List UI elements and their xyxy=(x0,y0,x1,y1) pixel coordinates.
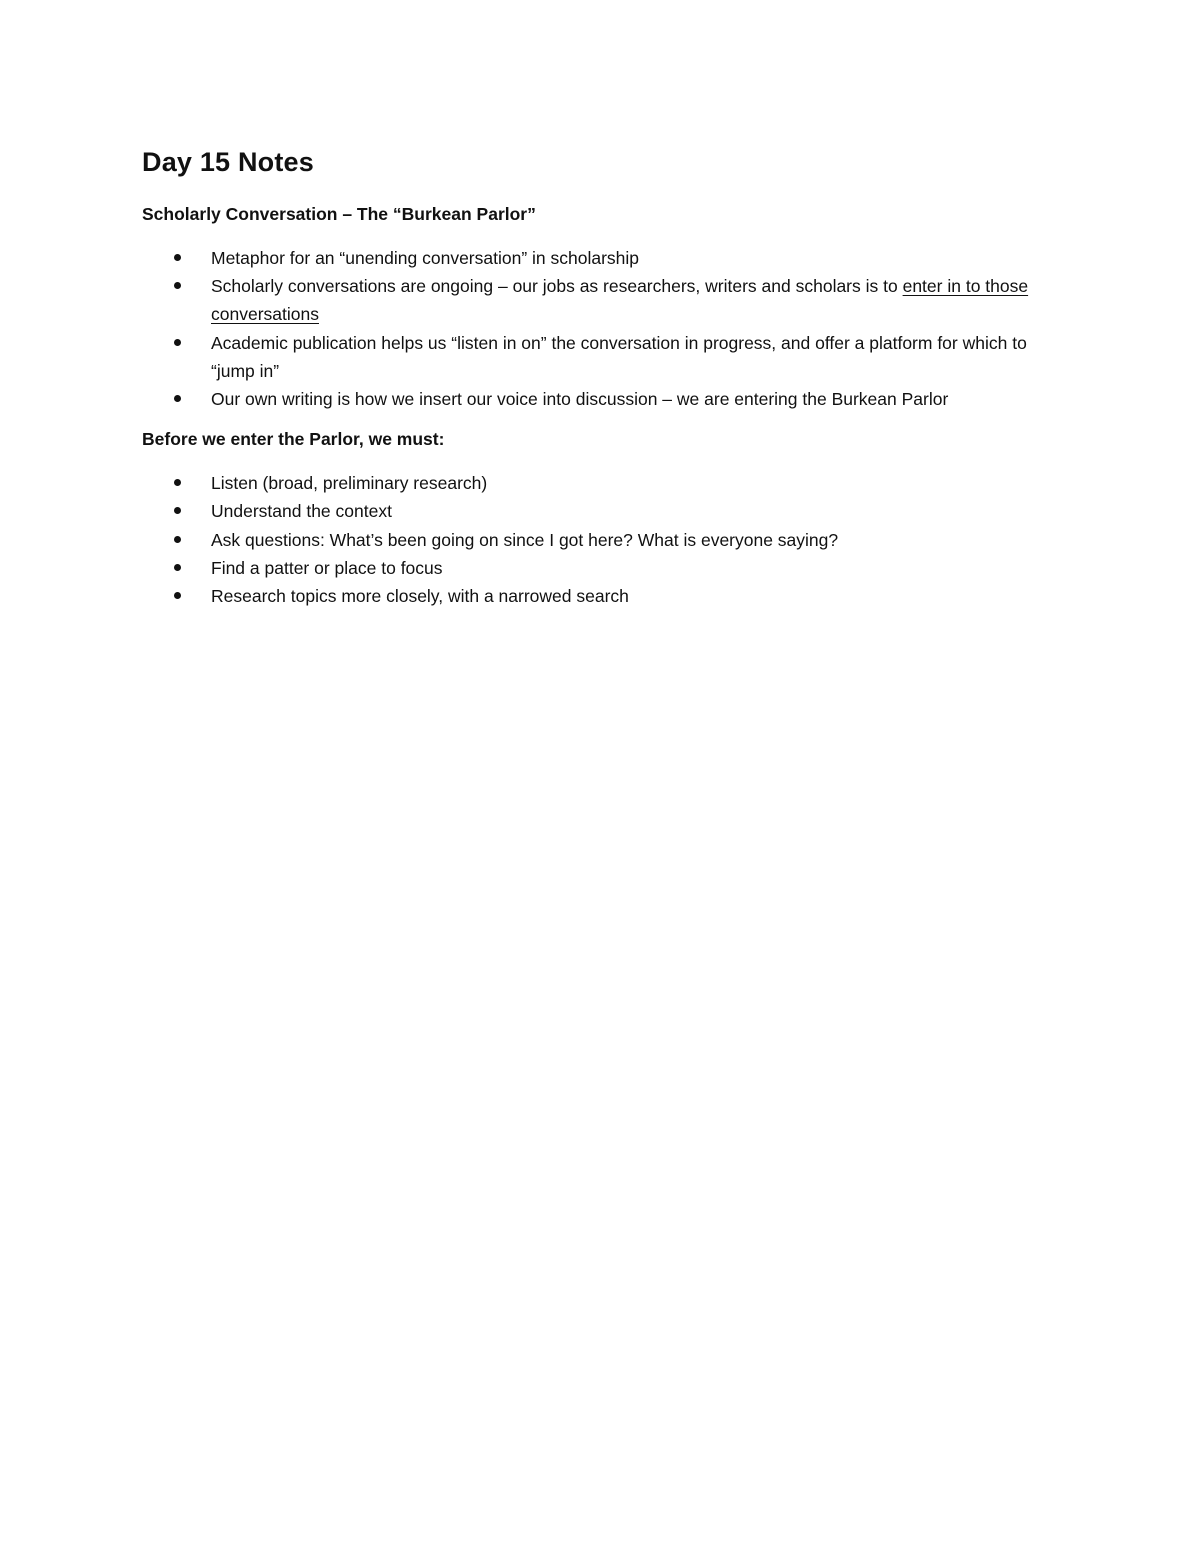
bullet-icon xyxy=(174,536,181,543)
bullet-icon xyxy=(174,592,181,599)
list-item xyxy=(142,385,1072,413)
section-heading-before-parlor: Before we enter the Parlor, we must: xyxy=(142,429,445,450)
list-item xyxy=(142,497,1072,525)
bullet-icon xyxy=(174,395,181,402)
section-heading-scholarly-conversation: Scholarly Conversation – The “Burkean Parlor” xyxy=(142,204,536,224)
bullet-list-before-parlor xyxy=(142,469,1072,610)
bullet-icon xyxy=(174,282,181,289)
list-item-text: Ask questions: What’s been going on since I got here? What is everyone saying? xyxy=(211,529,839,550)
list-item-text: Find a patter or place to focus xyxy=(211,557,443,578)
document-title: Day 15 Notes xyxy=(142,147,314,177)
list-item-text: Metaphor for an “unending conversation” in scholarship xyxy=(211,248,640,268)
underlined-phrase: enter in to those conversations xyxy=(211,276,1029,325)
list-item-text: Research topics more closely, with a narrowed search xyxy=(211,586,629,607)
bullet-icon xyxy=(174,339,181,346)
bullet-icon xyxy=(174,507,181,514)
bullet-icon xyxy=(174,564,181,571)
list-item xyxy=(142,272,1072,328)
bullet-icon xyxy=(174,479,181,486)
list-item xyxy=(142,582,1072,610)
list-item xyxy=(142,526,1072,554)
list-item-text: Scholarly conversations are ongoing – our jobs as researchers, writers and scholars is to xyxy=(211,276,903,297)
list-item xyxy=(142,329,1072,385)
list-item-text: Understand the context xyxy=(211,501,392,522)
bullet-list-scholarly-conversation xyxy=(142,244,1072,413)
list-item-text: Academic publication helps us “listen in on” the conversation in progress, and offer a platform for which to “jump in” xyxy=(211,332,1027,381)
list-item xyxy=(142,244,1072,272)
document-body xyxy=(142,142,1072,610)
list-item-text: Listen (broad, preliminary research) xyxy=(211,473,488,494)
list-item xyxy=(142,554,1072,582)
list-item-text: Our own writing is how we insert our voice into discussion – we are entering the Burkean Parlor xyxy=(211,389,949,410)
list-item xyxy=(142,469,1072,497)
bullet-icon xyxy=(174,254,181,261)
